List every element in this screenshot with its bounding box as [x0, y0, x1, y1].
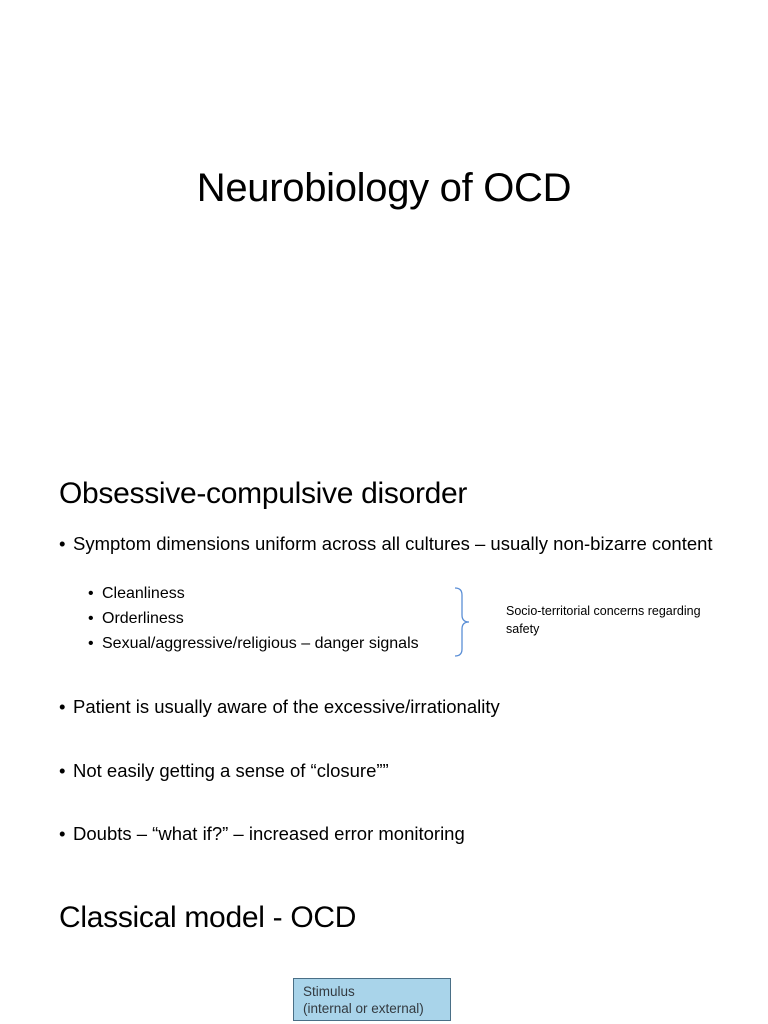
bullet-text: Patient is usually aware of the excessive/irrationality	[73, 696, 500, 717]
sub-bullet-text: Orderliness	[102, 610, 184, 627]
sub-bullet-marker: •	[88, 635, 94, 652]
stimulus-label: Stimulus	[303, 984, 355, 999]
bullet-marker: •	[59, 760, 66, 781]
sub-bullet-text: Sexual/aggressive/religious – danger signals	[102, 635, 419, 652]
stimulus-sublabel: (internal or external)	[303, 1001, 424, 1016]
sub-bullet-marker: •	[88, 610, 94, 627]
bullet-text: Not easily getting a sense of “closure””	[73, 760, 389, 781]
bullet-text: Symptom dimensions uniform across all cultures – usually non-bizarre content	[73, 533, 713, 554]
bullet-marker: •	[59, 696, 66, 717]
section-heading-ocd: Obsessive-compulsive disorder	[59, 477, 468, 510]
bullet-marker: •	[59, 823, 66, 844]
slide-title: Neurobiology of OCD	[196, 166, 572, 210]
bullet-text: Doubts – “what if?” – increased error monitoring	[73, 823, 465, 844]
sub-bullet-marker: •	[88, 585, 94, 602]
right-brace-icon	[453, 586, 475, 658]
stimulus-box	[293, 978, 451, 1021]
bullet-marker: •	[59, 533, 66, 554]
bullet-symptom-dimensions	[59, 531, 749, 556]
brace-annotation: Socio-territorial concerns regarding safety	[506, 604, 701, 636]
section-heading-classical-model: Classical model - OCD	[59, 901, 357, 934]
sub-bullet-text: Cleanliness	[102, 585, 185, 602]
